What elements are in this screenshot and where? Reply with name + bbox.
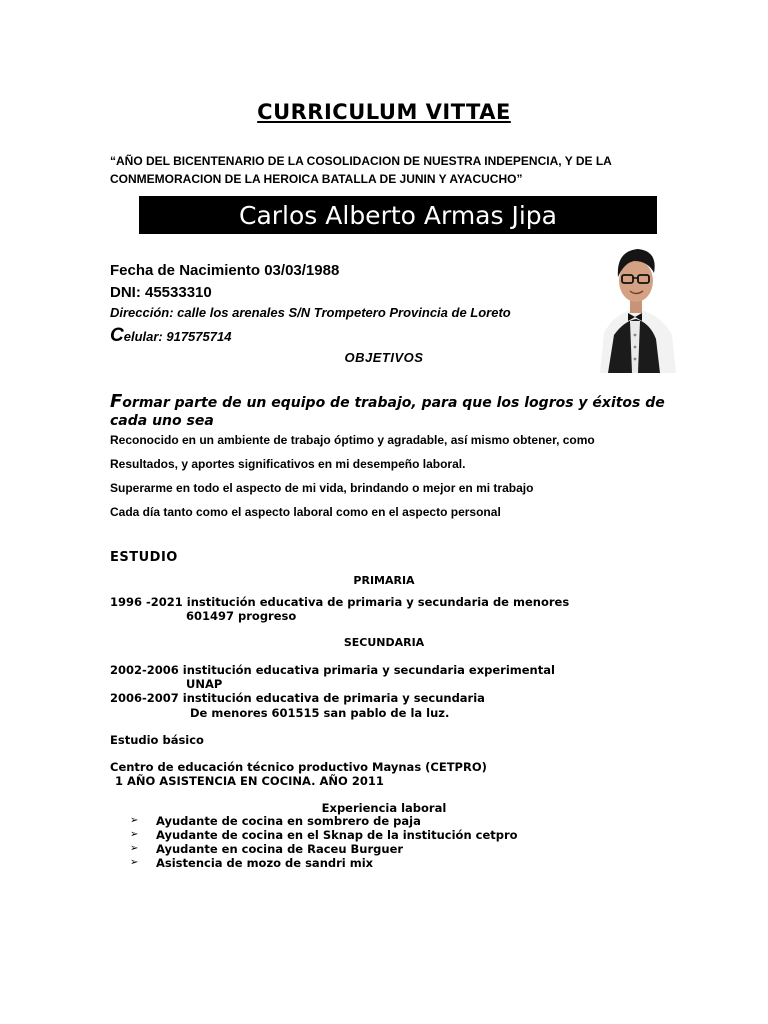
experience-item: Ayudante de cocina en el Sknap de la institución cetpro xyxy=(156,828,518,842)
objective-line: Cada día tanto como el aspecto laboral como en el aspecto personal xyxy=(110,505,501,519)
list-item xyxy=(130,828,518,842)
phone xyxy=(110,325,231,347)
primary-heading: PRIMARIA xyxy=(353,574,415,587)
objectives-lead xyxy=(110,393,670,430)
phone-text: elular: 917575714 xyxy=(123,329,232,344)
birth-date: Fecha de Nacimiento 03/03/1988 xyxy=(110,262,340,279)
arrow-bullet-icon: ➢ xyxy=(130,857,139,868)
experience-list xyxy=(130,814,518,870)
arrow-bullet-icon: ➢ xyxy=(130,829,139,840)
secondary-line: De menores 601515 san pablo de la luz. xyxy=(190,706,450,720)
secondary-line: 2002-2006 institución educativa primaria y secundaria experimental xyxy=(110,663,555,677)
experience-item: Ayudante de cocina en sombrero de paja xyxy=(156,814,421,828)
list-item xyxy=(130,856,518,870)
dni: DNI: 45533310 xyxy=(110,284,212,301)
basic-study-line: 1 AÑO ASISTENCIA EN COCINA. AÑO 2011 xyxy=(115,774,384,788)
motto-text: “AÑO DEL BICENTENARIO DE LA COSOLIDACION DE NUESTRA INDEPENCIA, Y DE LA CONMEMORACION DE LA HEROICA BATALLA DE JUNIN Y AYACUCHO” xyxy=(110,154,612,186)
basic-study-line: Centro de educación técnico productivo Maynas (CETPRO) xyxy=(110,760,487,774)
experience-item: Asistencia de mozo de sandri mix xyxy=(156,856,374,870)
study-heading: ESTUDIO xyxy=(110,550,178,565)
list-item xyxy=(130,814,518,828)
secondary-line: 2006-2007 institución educativa de primaria y secundaria xyxy=(110,691,485,705)
objective-line: Superarme en todo el aspecto de mi vida, brindando o mejor en mi trabajo xyxy=(110,481,534,495)
arrow-bullet-icon: ➢ xyxy=(130,815,139,826)
secondary-heading: SECUNDARIA xyxy=(343,636,425,649)
name-banner xyxy=(139,196,657,234)
document-title: CURRICULUM VITTAE xyxy=(257,100,511,124)
arrow-bullet-icon: ➢ xyxy=(130,843,139,854)
objective-line: Resultados, y aportes significativos en mi desempeño laboral. xyxy=(110,457,466,471)
basic-study-heading: Estudio básico xyxy=(110,733,204,747)
objectives-lead-initial: F xyxy=(110,391,123,412)
list-item xyxy=(130,842,518,856)
primary-line: 1996 -2021 institución educativa de primaria y secundaria de menores xyxy=(110,595,570,609)
phone-initial: C xyxy=(110,325,124,346)
experience-item: Ayudante en cocina de Raceu Burguer xyxy=(156,842,404,856)
experience-heading: Experiencia laboral xyxy=(321,801,447,815)
objectives-heading: OBJETIVOS xyxy=(344,350,424,365)
primary-line: 601497 progreso xyxy=(186,609,297,623)
objective-line: Reconocido en un ambiente de trabajo óptimo y agradable, así mismo obtener, como xyxy=(110,433,595,447)
objectives-lead-text: ormar parte de un equipo de trabajo, para que los logros y éxitos de cada uno sea xyxy=(110,395,665,429)
secondary-line: UNAP xyxy=(186,677,223,691)
address: Dirección: calle los arenales S/N Trompetero Provincia de Loreto xyxy=(110,305,511,320)
full-name: Carlos Alberto Armas Jipa xyxy=(239,200,557,230)
